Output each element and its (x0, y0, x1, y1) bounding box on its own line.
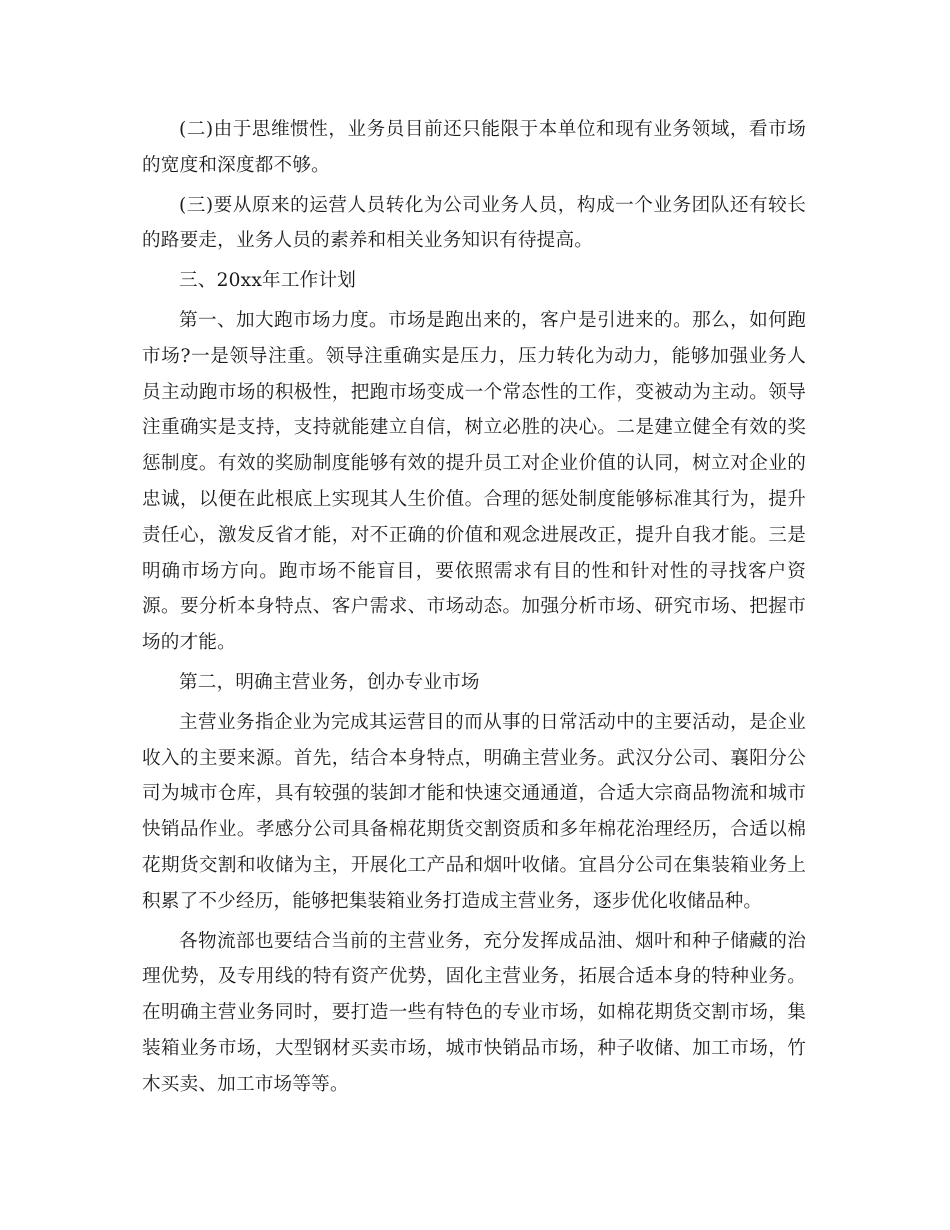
paragraph-plan-2-heading: 第二，明确主营业务，创办专业市场 (179, 671, 480, 693)
paragraph-logistics-departments: 各物流部也要结合当前的主营业务，充分发挥成品油、烟叶和种子储藏的治理优势，及专用线的特有资产优势，固化主营业务，拓展合适本身的特种业务。在明确主营业务同时，要打造一些有特色的专业市场，如棉花期货交割市场，集装箱业务市场，大型钢材买卖市场，城市快销品市场，种子收储、加工市场，竹木买卖、加工市场等等。 (142, 930, 806, 1095)
paragraph-main-business: 主营业务指企业为完成其运营目的而从事的日常活动中的主要活动，是企业收入的主要来源。首先，结合本身特点，明确主营业务。武汉分公司、襄阳分公司为城市仓库，具有较强的装卸才能和快速交通通道，合适大宗商品物流和城市快销品作业。孝感分公司具备棉花期货交割资质和多年棉花治理经历，合适以棉花期货交割和收储为主，开展化工产品和烟叶收储。宜昌分公司在集装箱业务上积累了不少经历，能够把集装箱业务打造成主营业务，逐步优化收储品种。 (142, 711, 806, 912)
document-body (142, 112, 806, 1107)
paragraph-plan-1: 第一、加大跑市场力度。市场是跑出来的，客户是引进来的。那么，如何跑市场?一是领导注重。领导注重确实是压力，压力转化为动力，能够加强业务人员主动跑市场的积极性，把跑市场变成一个常态性的工作，变被动为主动。领导注重确实是支持，支持就能建立自信，树立必胜的决心。二是建立健全有效的奖惩制度。有效的奖励制度能够有效的提升员工对企业价值的认同，树立对企业的忠诚，以便在此根底上实现其人生价值。合理的惩处制度能够标准其行为，提升责任心，激发反省才能，对不正确的价值和观念进展改正，提升自我才能。三是明确市场方向。跑市场不能盲目，要依照需求有目的性和针对性的寻找客户资源。要分析本身特点、客户需求、市场动态。加强分析市场、研究市场、把握市场的才能。 (142, 309, 806, 654)
paragraph-reason-2: (二)由于思维惯性，业务员目前还只能限于本单位和现有业务领域，看市场的宽度和深度都不够。 (142, 119, 806, 176)
paragraph-reason-3: (三)要从原来的运营人员转化为公司业务人员，构成一个业务团队还有较长的路要走，业务人员的素养和相关业务知识有待提高。 (142, 194, 806, 252)
section-heading-work-plan: 三、20xx年工作计划 (179, 270, 356, 292)
